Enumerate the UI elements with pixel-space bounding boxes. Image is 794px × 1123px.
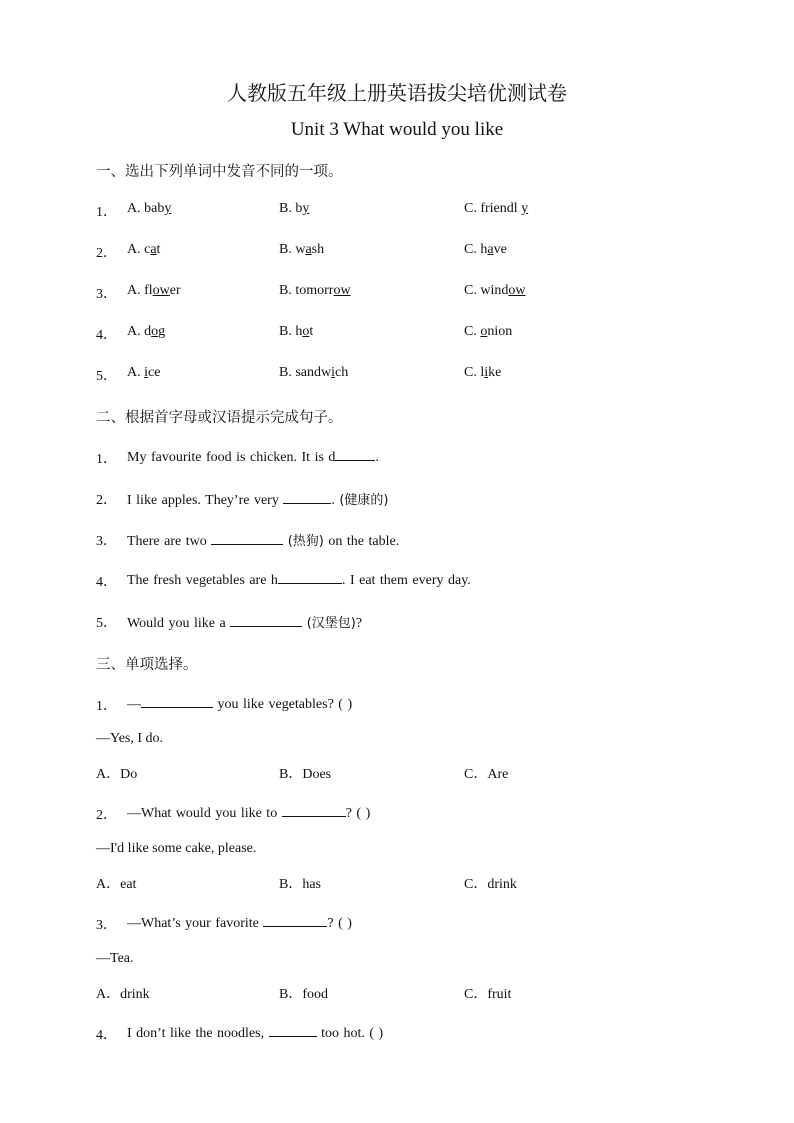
sentence: There are two (热狗) on the table. [127, 534, 400, 549]
sentence: My favourite food is chicken. It is d . [127, 450, 379, 465]
underlined-letters: i [331, 365, 336, 380]
option-a[interactable]: A. dog [127, 324, 166, 339]
option-b[interactable]: B. wash [279, 242, 325, 257]
option-a[interactable]: A. baby [127, 201, 172, 216]
section2-heading: 二、根据首字母或汉语提示完成句子。 [96, 410, 343, 426]
chinese-hint: (热狗) [287, 534, 324, 549]
options-row [0, 983, 794, 1003]
underlined-letters: y [164, 201, 172, 216]
question-2 [0, 804, 794, 824]
question-4 [0, 1024, 794, 1044]
option-a[interactable]: A．drink [96, 987, 150, 1002]
underlined-letters: o [151, 324, 159, 339]
answer-blank[interactable] [278, 571, 342, 584]
option-a[interactable]: A．Do [96, 767, 138, 782]
list-item [0, 242, 794, 262]
underlined-letters: i [484, 365, 489, 380]
underlined-letters: ow [152, 283, 170, 298]
question-3 [0, 914, 794, 934]
item-number: 3． [96, 287, 117, 302]
item-number: 3． [96, 534, 117, 549]
option-b[interactable]: B．food [279, 987, 328, 1002]
option-a[interactable]: A. flower [127, 283, 181, 298]
item-number: 1． [96, 452, 117, 467]
item-number: 3． [96, 918, 117, 933]
list-item [0, 448, 794, 468]
underlined-letters: o [302, 324, 310, 339]
item-number: 2． [96, 493, 117, 508]
underlined-letters: ow [508, 283, 526, 298]
underlined-letters: o [480, 324, 488, 339]
underlined-letters: a [305, 242, 312, 257]
underlined-letters: y [302, 201, 310, 216]
item-number: 2． [96, 808, 117, 823]
list-item [0, 365, 794, 385]
underlined-letters: a [150, 242, 157, 257]
response-text: —Yes, I do. [96, 731, 164, 746]
option-b[interactable]: B. sandwich [279, 365, 349, 380]
answer-blank[interactable] [282, 804, 346, 817]
option-b[interactable]: B. hot [279, 324, 314, 339]
page-title: 人教版五年级上册英语拔尖培优测试卷 [227, 81, 567, 105]
answer-blank[interactable] [141, 695, 213, 708]
option-c[interactable]: C. like [464, 365, 502, 380]
options-row [0, 763, 794, 783]
sentence: Would you like a (汉堡包)? [127, 616, 363, 631]
underlined-letters: a [487, 242, 494, 257]
answer-blank[interactable] [269, 1024, 317, 1037]
option-a[interactable]: A. cat [127, 242, 161, 257]
question-1 [0, 695, 794, 715]
option-c[interactable]: C. window [464, 283, 526, 298]
item-number: 4． [96, 1028, 117, 1043]
answer-blank[interactable] [211, 532, 283, 545]
option-c[interactable]: C．fruit [464, 987, 512, 1002]
question-text: — you like vegetables? ( ) [127, 697, 353, 712]
option-c[interactable]: C．Are [464, 767, 509, 782]
sentence: I like apples. They’re very . (健康的) [127, 493, 389, 508]
response-text: —I'd like some cake, please. [96, 841, 257, 856]
question-text: —What’s your favorite ? ( ) [127, 916, 352, 931]
answer-blank[interactable] [335, 448, 375, 461]
underlined-letters: ow [333, 283, 351, 298]
item-number: 1． [96, 205, 117, 220]
item-number: 5． [96, 369, 117, 384]
option-b[interactable]: B. by [279, 201, 310, 216]
item-number: 4． [96, 328, 117, 343]
list-item [0, 530, 794, 550]
item-number: 5． [96, 616, 117, 631]
option-c[interactable]: C. have [464, 242, 507, 257]
answer-blank[interactable] [283, 491, 331, 504]
question-text: I don’t like the noodles, too hot. ( ) [127, 1026, 384, 1041]
response-text: —Tea. [96, 951, 134, 966]
list-item [0, 571, 794, 591]
list-item [0, 283, 794, 303]
chinese-hint: (健康的) [339, 493, 389, 508]
option-b[interactable]: B. tomorrow [279, 283, 351, 298]
option-b[interactable]: B．has [279, 877, 321, 892]
list-item [0, 324, 794, 344]
option-c[interactable]: C. onion [464, 324, 513, 339]
list-item [0, 201, 794, 221]
list-item [0, 489, 794, 509]
answer-blank[interactable] [263, 914, 327, 927]
option-a[interactable]: A. ice [127, 365, 161, 380]
option-c[interactable]: C．drink [464, 877, 517, 892]
underlined-letters: i [144, 365, 149, 380]
section1-heading: 一、选出下列单词中发音不同的一项。 [96, 164, 343, 180]
option-a[interactable]: A．eat [96, 877, 137, 892]
option-b[interactable]: B．Does [279, 767, 332, 782]
page-subtitle: Unit 3 What would you like [290, 119, 504, 140]
item-number: 4． [96, 575, 117, 590]
options-row [0, 873, 794, 893]
answer-blank[interactable] [230, 614, 302, 627]
item-number: 2． [96, 246, 117, 261]
item-number: 1． [96, 699, 117, 714]
section3-heading: 三、单项选择。 [96, 657, 198, 673]
list-item [0, 612, 794, 632]
underlined-letters: y [521, 201, 529, 216]
sentence: The fresh vegetables are h . I eat them every day. [127, 573, 471, 588]
chinese-hint: (汉堡包) [306, 616, 356, 631]
option-c[interactable]: C. friendl y [464, 201, 529, 216]
question-text: —What would you like to ? ( ) [127, 806, 371, 821]
